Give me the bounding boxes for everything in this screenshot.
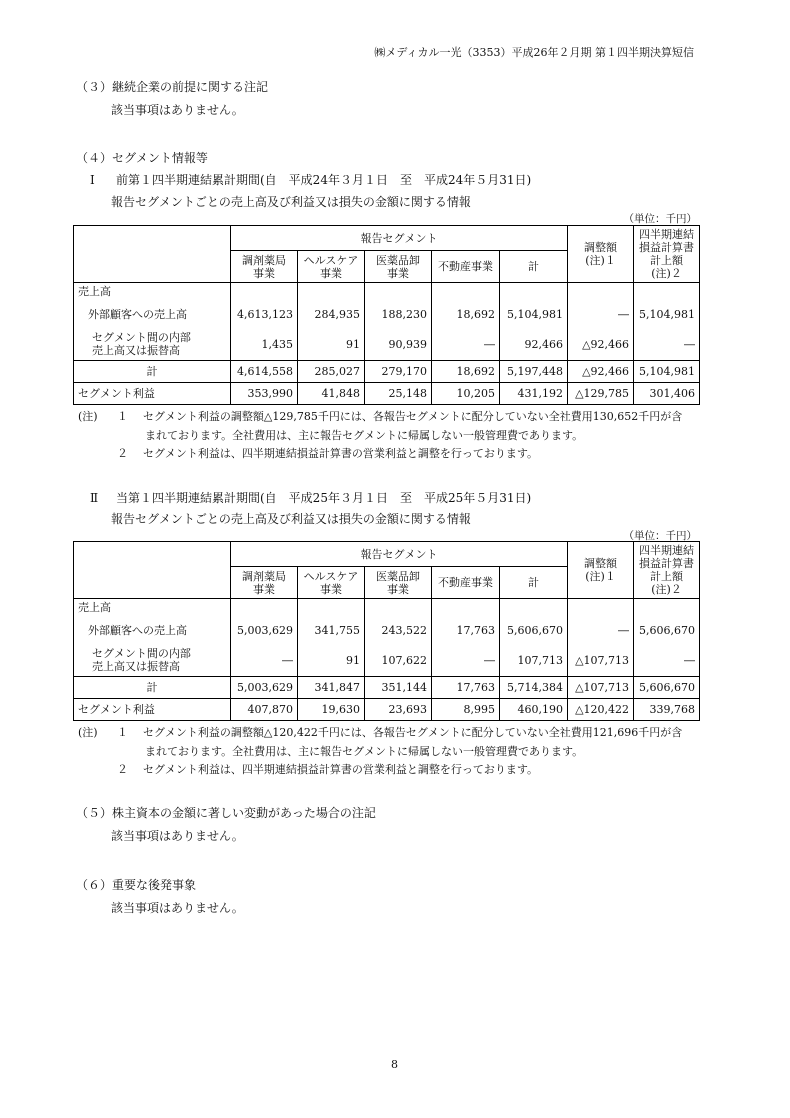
cell: 5,714,384 [500, 677, 568, 699]
cell: 341,847 [298, 677, 365, 699]
header-healthcare: ヘルスケア 事業 [298, 251, 365, 283]
header-report-segment: 報告セグメント [231, 542, 568, 567]
table-row [74, 645, 700, 677]
part-1-heading [90, 171, 531, 188]
section-3-body: 該当事項はありません。 [111, 103, 244, 117]
cell: 19,630 [298, 699, 365, 721]
cell: 460,190 [500, 699, 568, 721]
row-label-sales: 売上高 [74, 283, 231, 301]
table-row [74, 383, 700, 405]
cell: 279,170 [365, 361, 432, 383]
header-wholesale: 医薬品卸 事業 [365, 567, 432, 599]
table-corner-cell [74, 542, 231, 599]
cell: 5,606,670 [634, 617, 700, 645]
section-5-title: （５）株主資本の金額に著しい変動があった場合の注記 [76, 806, 376, 820]
cell: 5,104,981 [634, 361, 700, 383]
cell: △120,422 [568, 699, 634, 721]
cell: 5,003,629 [231, 677, 298, 699]
header-consolidated: 四半期連結 損益計算書 計上額 (注)２ [634, 226, 700, 283]
cell: 351,144 [365, 677, 432, 699]
cell: 4,613,123 [231, 301, 298, 329]
header-total: 計 [500, 251, 568, 283]
header-real-estate: 不動産事業 [432, 567, 500, 599]
section-5-body: 該当事項はありません。 [111, 829, 244, 843]
cell: 18,692 [432, 301, 500, 329]
header-healthcare: ヘルスケア 事業 [298, 567, 365, 599]
section-6-title: （６）重要な後発事象 [76, 878, 197, 892]
segment-table-2 [73, 541, 700, 721]
part-2-note-1-cont: まれております。全社費用は、主に報告セグメントに帰属しない一般管理費であります。 [145, 745, 584, 758]
cell: △92,466 [568, 361, 634, 383]
part-1-title: 前第１四半期連結累計期間(自 平成24年３月１日 至 平成24年５月31日) [116, 173, 532, 187]
part-1-note-1: (注) １ セグメント利益の調整額△129,785千円には、各報告セグメントに配分していない全社費用130,652千円が含 [78, 410, 683, 423]
cell: △129,785 [568, 383, 634, 405]
cell: ― [432, 645, 500, 677]
section-3-title: （３）継続企業の前提に関する注記 [76, 80, 269, 94]
header-total: 計 [500, 567, 568, 599]
cell: 407,870 [231, 699, 298, 721]
table-row [74, 617, 700, 645]
cell: 284,935 [298, 301, 365, 329]
cell: 91 [298, 645, 365, 677]
table-row [74, 699, 700, 721]
cell: 5,104,981 [634, 301, 700, 329]
cell: 243,522 [365, 617, 432, 645]
cell: 5,003,629 [231, 617, 298, 645]
header-consolidated: 四半期連結 損益計算書 計上額 (注)２ [634, 542, 700, 599]
cell: 353,990 [231, 383, 298, 405]
cell: 41,848 [298, 383, 365, 405]
cell: ― [634, 645, 700, 677]
cell: 301,406 [634, 383, 700, 405]
cell: 8,995 [432, 699, 500, 721]
cell: 341,755 [298, 617, 365, 645]
cell: 5,104,981 [500, 301, 568, 329]
cell: △107,713 [568, 677, 634, 699]
cell: ― [634, 329, 700, 361]
cell: 1,435 [231, 329, 298, 361]
cell: 431,192 [500, 383, 568, 405]
table-row [74, 283, 700, 301]
cell: 5,606,670 [500, 617, 568, 645]
segment-table-1 [73, 225, 700, 405]
cell: 107,713 [500, 645, 568, 677]
page-number: 8 [391, 1058, 398, 1071]
part-1-unit: （単位：千円） [623, 213, 697, 225]
cell: 10,205 [432, 383, 500, 405]
table-row [74, 677, 700, 699]
cell: 17,763 [432, 677, 500, 699]
cell: 339,768 [634, 699, 700, 721]
row-label-profit: セグメント利益 [74, 699, 231, 721]
part-2-subtitle: 報告セグメントごとの売上高及び利益又は損失の金額に関する情報 [111, 512, 471, 526]
row-label-sum: 計 [74, 361, 231, 383]
header-report-segment: 報告セグメント [231, 226, 568, 251]
row-label-internal: セグメント間の内部 売上高又は振替高 [74, 645, 231, 677]
cell: 188,230 [365, 301, 432, 329]
cell: 23,693 [365, 699, 432, 721]
cell: 92,466 [500, 329, 568, 361]
cell: △92,466 [568, 329, 634, 361]
page-header: ㈱メディカル一光（3353）平成26年２月期 第１四半期決算短信 [374, 46, 694, 59]
part-1-note-2: ２ セグメント利益は、四半期連結損益計算書の営業利益と調整を行っております。 [117, 447, 539, 460]
cell: 18,692 [432, 361, 500, 383]
row-label-external: 外部顧客への売上高 [74, 301, 231, 329]
row-label-sum: 計 [74, 677, 231, 699]
header-adjustment: 調整額 (注)１ [568, 542, 634, 599]
header-pharmacy: 調剤薬局 事業 [231, 251, 298, 283]
header-adjustment: 調整額 (注)１ [568, 226, 634, 283]
table-corner-cell [74, 226, 231, 283]
row-label-external: 外部顧客への売上高 [74, 617, 231, 645]
section-4-title: （４）セグメント情報等 [76, 151, 208, 165]
cell: 107,622 [365, 645, 432, 677]
part-2-numeral: Ⅱ [90, 491, 99, 505]
cell: ― [568, 301, 634, 329]
cell: ― [432, 329, 500, 361]
part-1-numeral: Ⅰ [90, 173, 95, 187]
cell: 5,197,448 [500, 361, 568, 383]
cell: 17,763 [432, 617, 500, 645]
table-row [74, 329, 700, 361]
part-1-subtitle: 報告セグメントごとの売上高及び利益又は損失の金額に関する情報 [111, 195, 471, 209]
row-label-internal: セグメント間の内部 売上高又は振替高 [74, 329, 231, 361]
header-real-estate: 不動産事業 [432, 251, 500, 283]
header-wholesale: 医薬品卸 事業 [365, 251, 432, 283]
table-row [74, 361, 700, 383]
cell: 4,614,558 [231, 361, 298, 383]
section-6-body: 該当事項はありません。 [111, 901, 244, 915]
part-2-unit: （単位：千円） [623, 530, 697, 542]
part-1-note-1-cont: まれております。全社費用は、主に報告セグメントに帰属しない一般管理費であります。 [145, 429, 584, 442]
cell: 25,148 [365, 383, 432, 405]
row-label-sales: 売上高 [74, 599, 231, 617]
cell: ― [568, 617, 634, 645]
part-2-title: 当第１四半期連結累計期間(自 平成25年３月１日 至 平成25年５月31日) [116, 491, 532, 505]
cell: 5,606,670 [634, 677, 700, 699]
part-2-note-2: ２ セグメント利益は、四半期連結損益計算書の営業利益と調整を行っております。 [117, 763, 539, 776]
cell: 285,027 [298, 361, 365, 383]
cell: 90,939 [365, 329, 432, 361]
cell: ― [231, 645, 298, 677]
cell: 91 [298, 329, 365, 361]
table-row [74, 599, 700, 617]
header-pharmacy: 調剤薬局 事業 [231, 567, 298, 599]
part-2-note-1: (注) １ セグメント利益の調整額△120,422千円には、各報告セグメントに配分していない全社費用121,696千円が含 [78, 726, 683, 739]
part-2-heading [90, 489, 531, 506]
row-label-profit: セグメント利益 [74, 383, 231, 405]
cell: △107,713 [568, 645, 634, 677]
table-row [74, 301, 700, 329]
